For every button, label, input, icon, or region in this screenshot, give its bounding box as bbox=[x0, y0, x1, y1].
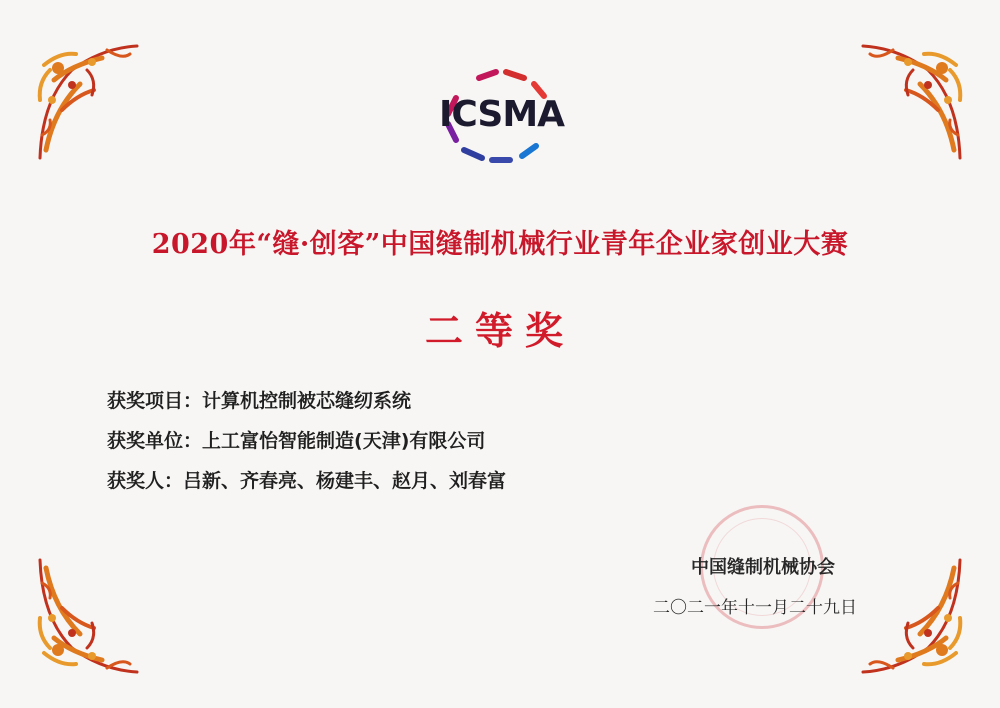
certificate-title: 2020年“缝·创客”中国缝制机械行业青年企业家创业大赛 bbox=[151, 229, 849, 260]
detail-label: 获奖项目： bbox=[107, 390, 203, 412]
detail-value: 上工富怡智能制造(天津)有限公司 bbox=[202, 430, 486, 452]
corner-ornament-top-right bbox=[858, 40, 968, 165]
issuer-name: 中国缝制机械协会 bbox=[691, 557, 835, 578]
detail-row-project bbox=[107, 385, 506, 425]
icsma-logo bbox=[434, 66, 569, 166]
detail-label: 获奖单位： bbox=[107, 430, 203, 452]
detail-row-winners bbox=[107, 465, 506, 505]
award-level: 二等奖 bbox=[424, 308, 575, 353]
detail-value: 计算机控制被芯缝纫系统 bbox=[202, 390, 412, 412]
award-details bbox=[107, 385, 506, 505]
detail-label: 获奖人： bbox=[107, 470, 184, 492]
detail-value: 吕新、齐春亮、杨建丰、赵月、刘春富 bbox=[183, 470, 507, 492]
issue-date: 二〇二一年十一月二十九日 bbox=[653, 598, 857, 618]
corner-ornament-bottom-left bbox=[32, 553, 142, 678]
logo-text: ICSMA bbox=[438, 94, 565, 135]
detail-row-organization bbox=[107, 425, 506, 465]
corner-ornament-top-left bbox=[32, 40, 142, 165]
